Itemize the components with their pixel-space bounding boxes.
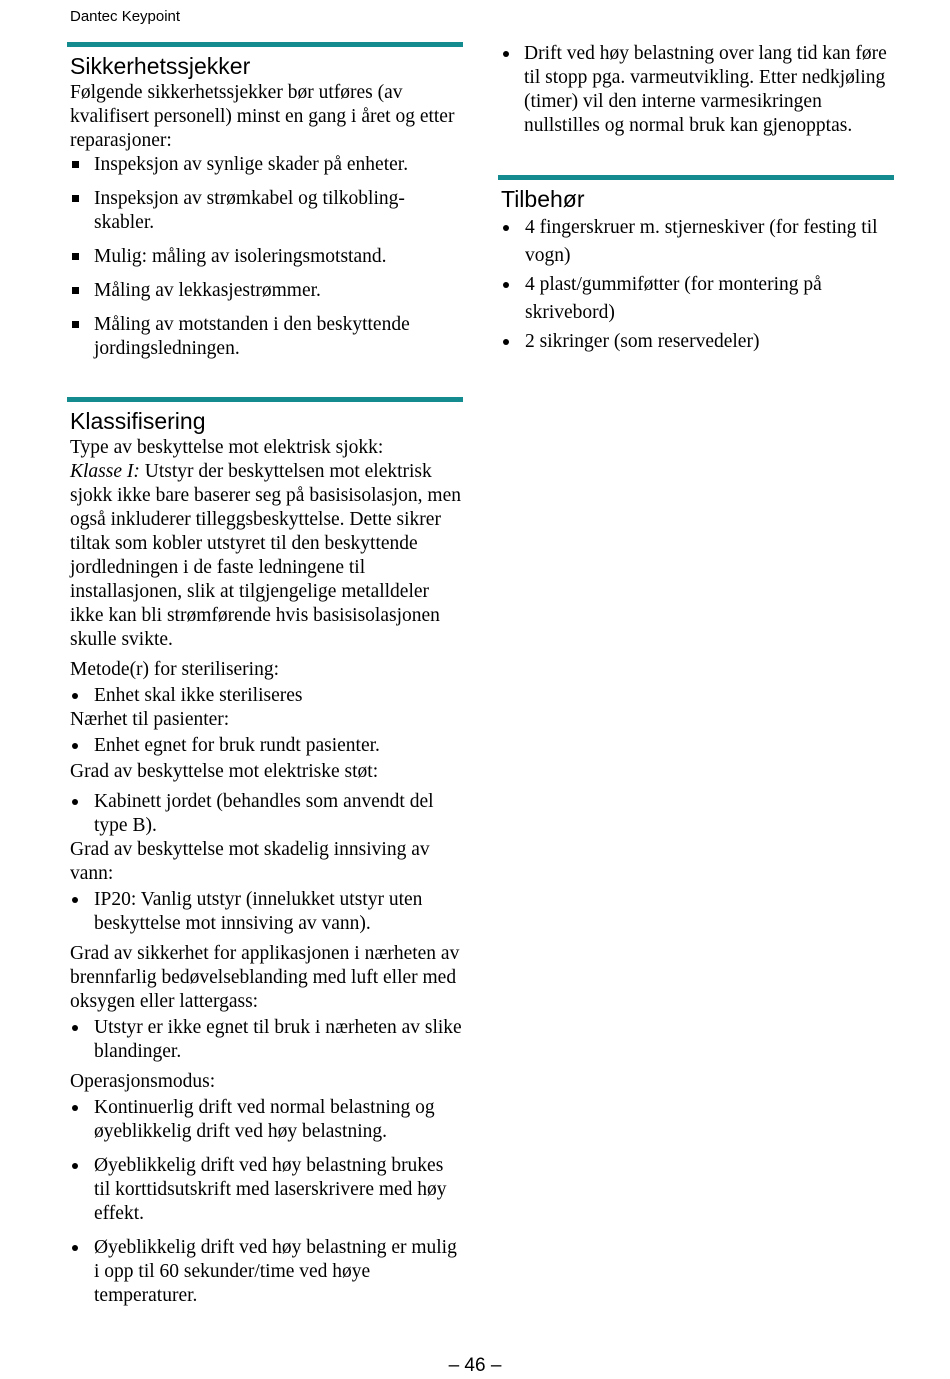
list-item-text: Øyeblikkelig drift ved høy belastning brukes til korttidsutskrift med laserskrivere med høy effekt. <box>94 1155 447 1224</box>
list-item <box>67 684 463 708</box>
list-item <box>498 271 894 327</box>
list-item <box>498 328 894 356</box>
left-column <box>67 42 463 1308</box>
safety-check-list <box>67 153 463 361</box>
drift-label: Operasjonsmodus: <box>70 1071 216 1092</box>
list-item <box>67 1016 463 1064</box>
list-item-text: Enhet egnet for bruk rundt pasienter. <box>94 735 380 756</box>
running-header: Dantec Keypoint <box>70 8 181 25</box>
stot-list <box>67 790 463 838</box>
list-item-text: Inspeksjon av synlige skader på enheter. <box>94 154 409 175</box>
list-item-text: 4 fingerskruer m. stjerneskiver (for festing til vogn) <box>525 217 878 266</box>
page-number: – 46 – <box>448 1355 502 1376</box>
section-heading: Klassifisering <box>70 408 206 434</box>
naerhet-list <box>67 734 463 758</box>
class-text: Utstyr der beskyttelsen mot elektrisk sjokk ikke bare baserer seg på basisisolasjon, men også inkluderer tilleggsbeskyttelse. Dette sikrer tiltak som kobler utstyret til den beskyttende jordledningen i de faste ledningene til installasjonen, slik at tilgjengelige metalldeler ikke kan bli strømførende hvis basisisolasjonen skulle svikte. <box>70 461 461 650</box>
list-item-text: Kabinett jordet (behandles som anvendt del type B). <box>94 791 434 836</box>
stot-label: Grad av beskyttelse mot elektriske støt: <box>70 761 379 782</box>
list-item <box>67 313 463 361</box>
brennbar-list <box>67 1016 463 1064</box>
accessory-list <box>498 214 894 356</box>
list-item <box>67 888 463 936</box>
list-item <box>67 734 463 758</box>
drift-continued-list <box>498 42 894 138</box>
list-item <box>67 790 463 838</box>
drift-list <box>67 1096 463 1308</box>
section-heading: Tilbehør <box>501 186 585 212</box>
list-item-text: Måling av lekkasjestrømmer. <box>94 280 321 301</box>
naerhet-label: Nærhet til pasienter: <box>70 709 230 730</box>
sterilisering-list <box>67 684 463 708</box>
list-item <box>67 1154 463 1226</box>
vann-list <box>67 888 463 936</box>
sterilisering-label: Metode(r) for sterilisering: <box>70 659 280 680</box>
list-item-text: Drift ved høy belastning over lang tid kan føre til stopp pga. varmeutvikling. Etter nedkjøling (timer) vil den interne varmesikringen nullstilles og normal bruk kan gjenopptas. <box>524 43 887 136</box>
list-item-text: Utstyr er ikke egnet til bruk i nærheten av slike blandinger. <box>94 1017 462 1062</box>
list-item-text: Mulig: måling av isoleringsmotstand. <box>94 246 387 267</box>
section-klassifisering <box>67 397 463 1308</box>
list-item-text: Måling av motstanden i den beskyttende jordingsledningen. <box>94 314 410 359</box>
section-sikkerhetssjekker <box>67 42 463 361</box>
section-tilbehor <box>498 175 894 356</box>
list-item <box>498 214 894 270</box>
list-item <box>67 187 463 235</box>
list-item-text: 2 sikringer (som reservedeler) <box>525 331 760 352</box>
section-heading: Sikkerhetssjekker <box>70 53 251 79</box>
brennbar-label: Grad av sikkerhet for applikasjonen i nærheten av brennfarlig bedøvelseblanding med luft eller med oksygen eller lattergass: <box>70 943 460 1012</box>
list-item <box>498 42 894 138</box>
protection-type-label: Type av beskyttelse mot elektrisk sjokk: <box>70 437 384 458</box>
list-item-text: Kontinuerlig drift ved normal belastning og øyeblikkelig drift ved høy belastning. <box>94 1097 435 1142</box>
list-item-text: Øyeblikkelig drift ved høy belastning er mulig i opp til 60 sekunder/time ved høye temperaturer. <box>94 1237 457 1306</box>
list-item-text: Inspeksjon av strømkabel og tilkobling-skabler. <box>94 188 405 233</box>
vann-label: Grad av beskyttelse mot skadelig innsiving av vann: <box>70 839 430 884</box>
list-item <box>67 153 463 177</box>
list-item-text: Enhet skal ikke steriliseres <box>94 685 303 706</box>
list-item-text: IP20: Vanlig utstyr (innelukket utstyr uten beskyttelse mot innsiving av vann). <box>94 889 423 934</box>
list-item <box>67 245 463 269</box>
list-item-text: 4 plast/gummiføtter (for montering på skrivebord) <box>525 274 822 323</box>
class-label: Klasse I: <box>70 461 140 482</box>
list-item <box>67 1096 463 1144</box>
list-item <box>67 279 463 303</box>
list-item <box>67 1236 463 1308</box>
right-column <box>498 42 894 356</box>
section-intro: Følgende sikkerhetssjekker bør utføres (av kvalifisert personell) minst en gang i året og etter reparasjoner: <box>70 82 455 151</box>
class-description <box>67 460 463 652</box>
